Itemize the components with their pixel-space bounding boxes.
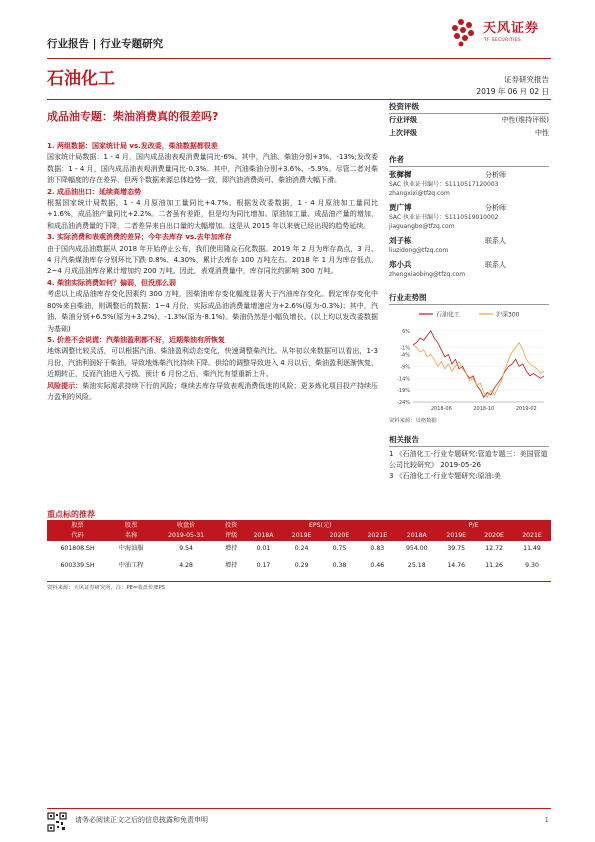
table-cell: 0.01	[256, 545, 271, 553]
y-tick-label: -9%	[400, 364, 410, 371]
col-header: EPS(元)	[244, 521, 396, 531]
col-header: 收盘价	[154, 521, 218, 531]
col-header: 2020E	[321, 531, 359, 541]
main-body	[47, 141, 378, 403]
author-sac: SAC 执业证书编号：S1110517120003	[389, 181, 499, 188]
chart-panel	[389, 291, 549, 305]
col-header: P/E	[396, 521, 551, 531]
logo-subtext: TF SECURITIES	[484, 38, 522, 43]
report-title: 成品油专题：柴油消费真的很差吗?	[47, 110, 219, 123]
section-heading: 3. 实际消费和表观消费的差异；今年去库存 vs.去年加库存	[47, 233, 232, 242]
x-tick-label: 2018-06	[430, 406, 452, 412]
table-note: 资料来源：天风证券研究所，注：PE=收盘价/EPS	[47, 585, 166, 591]
industry-trend-chart	[389, 308, 549, 412]
logo-text: 天风证券	[483, 21, 540, 36]
author-name: 张樨樨	[389, 170, 412, 179]
table-cell: 增持	[224, 545, 238, 553]
chart-source: 资料来源：贝格数据	[389, 418, 437, 424]
footer-divider	[47, 808, 551, 809]
table-cell: 0.83	[370, 545, 385, 553]
table-cell: 0.75	[332, 545, 347, 553]
table-cell: 中油工程	[118, 562, 144, 570]
col-header: 2020E	[475, 531, 513, 541]
col-header: 股票	[47, 521, 108, 531]
col-header: 评级	[218, 531, 244, 541]
table-title: 重点标的推荐	[47, 510, 95, 519]
risk-label: 风险提示：	[47, 381, 83, 390]
related-report-link[interactable]: 3 《石油化工-行业专题研究:原油:美	[389, 472, 501, 480]
author-role: 联系人	[485, 237, 506, 245]
section-paragraph: 地炼调整比较灵活，可以根据汽油、柴油盈利动态变化，快速调整柴汽比。从年初以来数据可以看出，1-3 月份，汽油利润好于柴油，导致地炼柴汽比持续下降。供给的调整导致进入 4 月以后，柴油盈利逐渐恢复，近期转正，反而汽油进入亏损。预计 6 月份之后，柴汽比有望重新上升。	[47, 347, 378, 379]
table-cell: 25.18	[407, 562, 426, 570]
header-label: 行业报告 | 行业专题研究	[47, 38, 164, 50]
col-header: 投资	[218, 521, 244, 531]
author-email[interactable]: zhengxiaobing@tfzq.com	[389, 271, 466, 278]
table-cell: 中海油服	[118, 545, 144, 553]
author-role: 分析师	[485, 171, 506, 179]
x-tick-label: 2018-10	[473, 406, 495, 412]
authors-panel	[389, 154, 549, 279]
disclaimer-notice: 请务必阅读正文之后的信息披露和免责申明	[75, 816, 208, 824]
author-entry	[389, 260, 549, 279]
col-header: 2018A	[244, 531, 282, 541]
y-tick-label: -1%	[400, 345, 410, 352]
author-entry	[389, 170, 549, 198]
related-report-link[interactable]: 1 《石油化工-行业专题研究:管道专题三：美国管道公司比较研究》 2019-05-26	[389, 450, 548, 469]
section-heading: 5. 价差不会说谎：汽柴油盈利都不好，近期柴油有所恢复	[47, 335, 225, 344]
y-tick-label: -19%	[397, 388, 410, 395]
header-divider	[47, 58, 551, 59]
table-cell: 0.24	[294, 545, 309, 553]
author-name: 刘子栋	[389, 236, 412, 245]
recommendation-table	[47, 521, 551, 575]
rating-value: 中性	[535, 129, 549, 137]
author-role: 分析师	[485, 204, 506, 212]
rating-key: 上次评级	[389, 129, 417, 137]
col-header: 2021E	[358, 531, 396, 541]
y-tick-label: -24%	[397, 400, 410, 406]
author-email[interactable]: zhangxixi@tfzq.com	[389, 190, 450, 197]
author-entry	[389, 236, 549, 255]
section-heading: 2. 成品油出口：延续高增态势	[47, 187, 141, 196]
col-header: 代码	[47, 531, 108, 541]
y-tick-label: -14%	[397, 376, 410, 383]
col-header: 2019E	[283, 531, 321, 541]
page-number: 1	[544, 816, 549, 824]
col-header: 2019-05-31	[154, 531, 218, 541]
rating-row	[389, 114, 549, 127]
table-bottom-line	[47, 581, 551, 582]
rating-row	[389, 127, 549, 140]
report-type: 证券研究报告	[504, 75, 549, 84]
table-cell: 0.17	[256, 562, 271, 570]
section-paragraph: 根据国家统计局数据，1 - 4 月原油加工量同比+4.7%。根据发改委数据，1 - 4 月原油加工量同比+1.6%，成品油产量同比+2.2%。二者虽有差距，但是均为同比增加。原油加工量、成品油产量的增加，和成品油消费量的下降，二者差异来自出口量的大幅增加。这是从 2015 年以来就已经出现的趋势延续。	[47, 199, 378, 230]
section-paragraph: 国家统计局数据：1 - 4 月，国内成品油表观消费量同比-6%。其中，汽油、柴油分别+3%、-13%;发改委数据：1 - 4 月，国内成品油表观消费量同比-0.3%。其中，汽油柴油分别+3.6%、-5.9%。尽管二者对柴油下降幅度的存在差异，但两个数据来源总体趋势一致，即汽油消费尚可、柴油消费大幅下滑。	[47, 153, 378, 185]
risk-warning	[47, 381, 378, 404]
col-header: 2018A	[396, 531, 437, 541]
divider	[389, 446, 549, 447]
table-row	[47, 541, 551, 558]
author-name: 郑小兵	[389, 260, 412, 269]
table-cell: 12.72	[485, 545, 503, 553]
table-cell: 11.49	[523, 545, 541, 553]
author-name: 贾广博	[389, 203, 412, 212]
col-header: 2021E	[513, 531, 551, 541]
legend-label: 石油化工	[436, 311, 461, 319]
table-cell: 0.29	[294, 562, 309, 570]
table-cell: 增持	[224, 562, 238, 570]
qr-code-icon	[47, 812, 67, 832]
sector-name: 石油化工	[47, 69, 115, 89]
table-cell: 0.46	[370, 562, 385, 570]
rating-value: 中性(维持评级)	[501, 116, 549, 124]
table-cell: 601808.SH	[60, 545, 95, 553]
rating-key: 行业评级	[389, 116, 417, 124]
y-tick-label: 6%	[402, 328, 410, 335]
divider	[389, 304, 549, 305]
series-line	[413, 331, 544, 398]
section-paragraph: 由于国内成品油数据从 2018 年开始停止公布，我们使用隆众石化数据。2019 年 2 月为库存高点，3 月、4 月汽柴煤油库存分别环比下跌 0.8%、4.30%，累计去库存 100 万吨左右。2018 年 1 月为库存低点，2~4 月成品油库存累计增加约 200 万吨。因此，表观消费量中，库存同比约影响 300 万吨。	[47, 244, 378, 276]
rating-title: 投资评级	[389, 102, 419, 111]
author-sac: SAC 执业证书编号：S1110519010002	[389, 214, 499, 221]
table-cell: 14.76	[447, 562, 466, 570]
risk-text: 柴油实际需求持续下行的风险；继续去库存导致表观消费低迷的风险；更多炼化项目投产持续压力盈利的风险。	[47, 381, 379, 401]
table-header-row	[47, 521, 551, 531]
table-cell: 0.38	[332, 562, 347, 570]
report-date: 2019 年 06 月 02 日	[476, 87, 549, 96]
rating-panel	[389, 100, 549, 140]
table-header-row	[47, 531, 551, 541]
section-heading: 4. 柴油实际消费如何？偏弱，但没那么弱	[47, 278, 176, 287]
table-cell: 9.30	[525, 562, 539, 570]
table-cell: 600339.SH	[60, 562, 95, 570]
section-heading: 1. 两组数据：国家统计局 vs.发改委，柴油数据都很差	[47, 142, 218, 150]
legend-label: 沪深300	[496, 311, 520, 319]
authors-title: 作者	[389, 155, 404, 164]
table-cell: 11.26	[485, 562, 503, 570]
y-tick-label: -4%	[400, 352, 410, 359]
chart-title: 行业走势图	[389, 293, 427, 302]
col-header: 股票	[108, 521, 154, 531]
author-email[interactable]: jiaguangbo@tfzq.com	[389, 223, 455, 230]
divider	[389, 166, 549, 167]
table-row	[47, 558, 551, 575]
section-paragraph: 考虑以上成品油库存变化因素约 300 万吨，因柴油库存变化幅度显著大于汽油库存变化。假定库存变化中 80%来自柴油，则调整后的数据：1~4 月份，实际成品油消费量增速应为+2.6%(原为-0.3%)；其中，汽油、柴油分别+6.5%(原为+3.2%)、-1.3%(原为-8.1%)。柴油仍然是小幅负增长。(以上均以发改委数据为基础)	[47, 290, 378, 333]
author-email[interactable]: liuzidong@tfzq.com	[389, 247, 449, 254]
author-entry	[389, 203, 549, 231]
author-role: 联系人	[485, 261, 506, 269]
col-header: 名称	[108, 531, 154, 541]
related-title: 相关报告	[389, 435, 419, 444]
table-cell: 9.54	[179, 545, 193, 553]
table-cell: 954.00	[405, 545, 428, 553]
series-line	[413, 343, 544, 398]
col-header: 2019E	[437, 531, 475, 541]
related-panel	[389, 433, 549, 482]
table-cell: 4.28	[179, 562, 193, 570]
x-tick-label: 2019-02	[515, 406, 537, 412]
table-cell: 39.75	[447, 545, 466, 553]
